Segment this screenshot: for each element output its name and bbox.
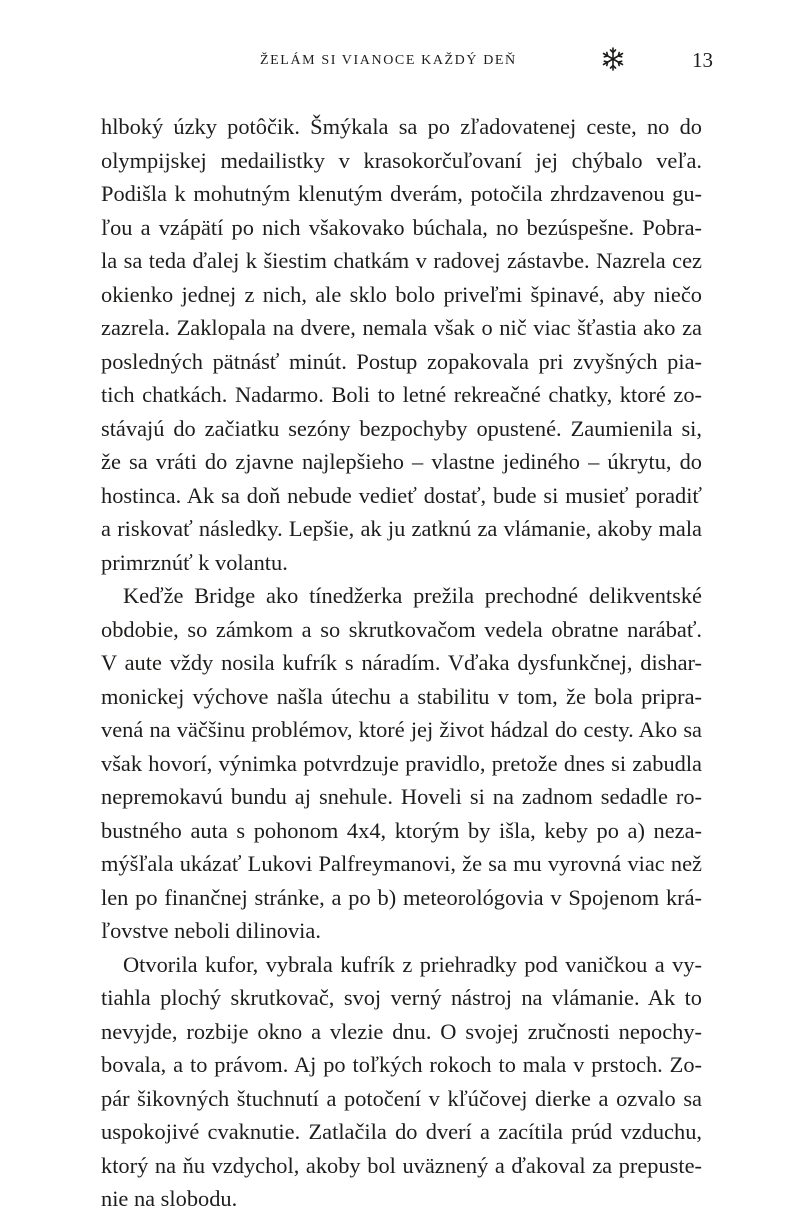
- paragraph-1: [101, 110, 702, 579]
- text-line: zazrela. Zaklopala na dvere, nemala však o nič viac šťastia ako za: [101, 315, 702, 340]
- text-line: obdobie, so zámkom a so skrutkovačom vedela obratne narábať.: [101, 616, 702, 642]
- text-line: pár šikovných štuchnutí a potočení v kľúčovej dierke a ozvalo sa: [101, 1085, 702, 1111]
- text-line: len po finančnej stránke, a po b) meteorológovia v Spojenom krá-: [101, 884, 702, 910]
- text-line: posledných pätnásť minút. Postup zopakovala pri zvyšných pia-: [101, 348, 702, 374]
- text-line: bustného auta s pohonom 4x4, ktorým by išla, keby po a) neza-: [101, 817, 702, 843]
- text-line: primrznúť k volantu.: [101, 549, 288, 575]
- paragraph-2: [101, 579, 702, 948]
- text-line: tich chatkách. Nadarmo. Boli to letné rekreačné chatky, ktoré zo-: [101, 382, 702, 407]
- snowflake-icon: [600, 46, 626, 72]
- text-line: stávajú do začiatku sezóny bezpochyby opustené. Zaumienila si,: [101, 415, 702, 441]
- text-line: Podišla k mohutným klenutým dverám, potočila zhrdzavenou gu-: [101, 181, 702, 206]
- text-line: la sa teda ďalej k šiestim chatkám v radovej zástavbe. Nazrela cez: [101, 248, 702, 273]
- text-line: bovala, a to právom. Aj po toľkých rokoch to mala v prstoch. Zo-: [101, 1052, 702, 1077]
- text-line: Otvorila kufor, vybrala kufrík z priehradky pod vaničkou a vy-: [123, 951, 702, 977]
- text-line: hostinca. Ak sa doň nebude vedieť dostať, bude si musieť poradiť: [101, 482, 702, 508]
- text-line: V aute vždy nosila kufrík s náradím. Vďaka dysfunkčnej, dishar-: [101, 650, 702, 675]
- page-header: [0, 46, 793, 76]
- text-line: ľou a vzápätí po nich všakovako búchala, no bezúspešne. Pobra-: [101, 214, 702, 240]
- text-line: okienko jednej z nich, ale sklo bolo priveľmi špinavé, aby niečo: [101, 281, 702, 307]
- text-line: olympijskej medailistky v krasokorčuľovaní jej chýbalo veľa.: [101, 147, 702, 173]
- paragraph-3: [101, 948, 702, 1216]
- body-text: [101, 110, 702, 1216]
- text-line: nie na slobodu.: [101, 1186, 238, 1211]
- text-line: uspokojivé cvaknutie. Zatlačila do dverí a zacítila prúd vzduchu,: [101, 1119, 702, 1144]
- text-line: monickej výchove našla útechu a stabilitu v tom, že bola pripra-: [101, 683, 702, 709]
- text-line: ktorý na ňu vzdychol, akoby bol uväznený a ďakoval za prepuste-: [101, 1152, 702, 1178]
- text-line: mýšľala ukázať Lukovi Palfreymanovi, že sa mu vyrovná viac než: [101, 851, 702, 876]
- text-line: a riskovať následky. Lepšie, ak ju zatknú za vlámanie, akoby mala: [101, 516, 702, 541]
- text-line: Keďže Bridge ako tínedžerka prežila prechodné delikventské: [123, 583, 702, 608]
- text-line: že sa vráti do zjavne najlepšieho – vlastne jediného – úkrytu, do: [101, 449, 702, 474]
- text-line: vená na väčšinu problémov, ktoré jej život hádzal do cesty. Ako sa: [101, 717, 702, 742]
- text-line: však hovorí, výnimka potvrdzuje pravidlo, pretože dnes si zabudla: [101, 750, 702, 776]
- running-title: ŽELÁM SI VIANOCE KAŽDÝ DEŇ: [260, 53, 517, 68]
- text-line: ľovstve neboli dilinovia.: [101, 918, 321, 943]
- text-line: nepremokavú bundu aj snehule. Hoveli si na zadnom sedadle ro-: [101, 784, 702, 809]
- page-number: 13: [692, 48, 713, 72]
- text-line: tiahla plochý skrutkovač, svoj verný nástroj na vlámanie. Ak to: [101, 985, 702, 1010]
- text-line: hlboký úzky potôčik. Šmýkala sa po zľadovatenej ceste, no do: [101, 114, 702, 139]
- text-line: nevyjde, rozbije okno a vlezie dnu. O svojej zručnosti nepochy-: [101, 1018, 702, 1044]
